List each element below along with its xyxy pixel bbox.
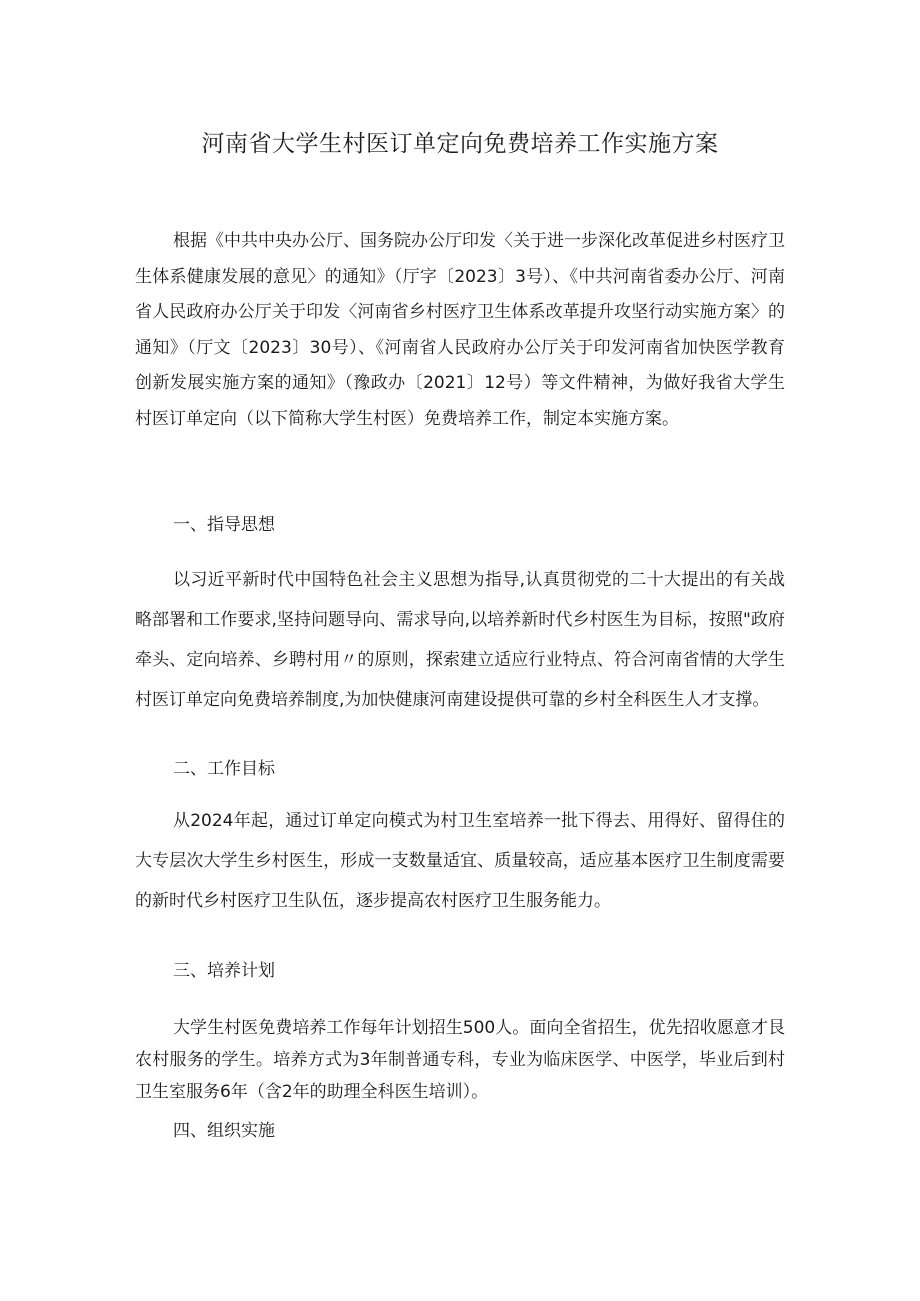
intro-paragraph: 根据《中共中央办公厅、国务院办公厅印发〈关于进一步深化改革促进乡村医疗卫生体系健康发展的意见〉的通知》（厅字〔2023〕3号）、《中共河南省委办公厅、河南省人民政府办公厅关于印发〈河南省乡村医疗卫生体系改革提升攻坚行动实施方案〉的通知》（厅文〔2023〕30号）、《河南省人民政府办公厅关于印发河南省加快医学教育创新发展实施方案的通知》（豫政办〔2021〕12号）等文件精神，为做好我省大学生村医订单定向（以下简称大学生村医）免费培养工作，制定本实施方案。 xyxy=(135,231,785,429)
section-paragraph-training-plan: 大学生村医免费培养工作每年计划招生500人。面向全省招生，优先招收愿意才艮农村服务的学生。培养方式为3年制普通专科，专业为临床医学、中医学，毕业后到村卫生室服务6年（含2年的助理全科医生培训）。 xyxy=(135,1018,785,1102)
section-heading-organization: 四、组织实施 xyxy=(173,1121,275,1141)
document-title: 河南省大学生村医订单定向免费培养工作实施方案 xyxy=(201,131,719,157)
section-paragraph-work-goals: 从2024年起，通过订单定向模式为村卫生室培养一批下得去、用得好、留得住的大专层次大学生乡村医生，形成一支数量适宜、质量较高，适应基本医疗卫生制度需要的新时代乡村医疗卫生队伍，逐步提高农村医疗卫生服务能力。 xyxy=(135,811,785,911)
section-heading-guiding-ideology: 一、指导思想 xyxy=(173,515,275,535)
section-heading-training-plan: 三、培养计划 xyxy=(173,961,275,981)
section-heading-work-goals: 二、工作目标 xyxy=(173,759,275,779)
section-paragraph-guiding-ideology: 以习近平新时代中国特色社会主义思想为指导,认真贯彻党的二十大提出的有关战略部署和工作要求,坚持问题导向、需求导向,以培养新时代乡村医生为目标，按照"政府牵头、定向培养、乡聘村用〃的原则，探索建立适应行业特点、符合河南省情的大学生村医订单定向免费培养制度,为加快健康河南建设提供可靠的乡村全科医生人才支撑。 xyxy=(135,570,785,710)
